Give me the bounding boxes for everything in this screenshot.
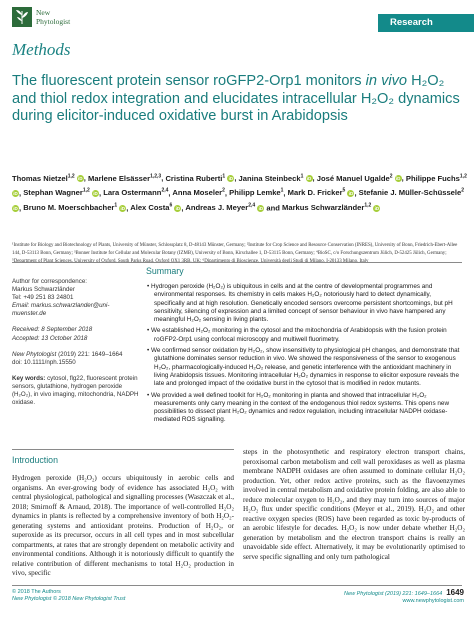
author-name: Stephan Wagner bbox=[23, 188, 83, 198]
author bbox=[23, 203, 126, 212]
author-affiliation-marker: 1,2,3 bbox=[150, 173, 162, 179]
affiliations: ¹Institute for Biology and Biotechnology of Plants, University of Münster, Schlossplatz 8, D-48143 Münster, Germany; ²Institute for Crop Science and Resource Conservation (INRES), University of Bonn, Friedrich-Ebert-Allee 144, D-53113 Bonn, Germany; ³Bonner Institute for Cellular and Molecular Botany (IZMB), University of Bonn, Kirschallee 1, D-53115 Bonn, Germany; ⁴BioSC, c/o Forschungszentrum Jülich, D-52425 Jülich, Germany; ⁵Department of Plant Sciences, University of Oxford, South Parks Road, Oxford OX1 3RB, UK; ⁶Dipartimento di Bioscienze, Università degli Studi di Milano, I-20133 Milano, Italy bbox=[12, 243, 458, 264]
footer-journal-line bbox=[290, 589, 464, 598]
citation-details: (2019) 221: 1649–1664 bbox=[56, 350, 123, 358]
introduction-right-column: steps in the photosynthetic and respiratory electron transport chains, peroxisomal carbon metabolism and cell wall peroxidases as well as plasma membrane NADPH oxidases are often assumed to dominate cellular H₂O₂ production. Yet, other redox active proteins, such as the flavoenzymes involved in central metabolism and oxidative protein folding, are also able to reduce molecular oxygen to H₂O₂, and they may turn into sources of major H₂O₂ flux under specific conditions (Meyer et al., 2019). H₂O₂ and other reactive oxygen species (ROS) have been regarded as toxic by-products of an aerobic lifestyle for decades. H₂O₂ is now under debate whether H₂O₂ generation by metabolism and the electron transport chains is really an unavoidable side effect. Alternatively, it may be evolutionarily optimised to serve specific signalling and only turn pathological bbox=[243, 448, 465, 562]
author-name: Markus Schwarzländer bbox=[282, 203, 365, 213]
accepted-date: Accepted: 13 October 2018 bbox=[12, 334, 88, 342]
author-name: Andreas J. Meyer bbox=[185, 203, 249, 213]
footer-url[interactable]: www.newphytologist.com bbox=[402, 598, 464, 605]
author bbox=[23, 188, 99, 197]
author-affiliation-marker: 5 bbox=[342, 187, 346, 194]
footer-right bbox=[290, 589, 464, 605]
correspondence-label: Author for correspondence: bbox=[12, 278, 87, 285]
summary-point: • Hydrogen peroxide (H₂O₂) is ubiquitous in cells and at the centre of developmental programmes and environmental responses. Its chemistry in cells makes H₂O₂ notoriously hard to detect dynamically, specifically and at high resolution. Genetically encoded sensors overcome persistent shortcomings, but pH sensitivity, silencing of expression and a limited concept of sensor behaviour in vivo have hampered any meaningful H₂O₂ sensing in living plants. bbox=[147, 283, 453, 324]
author-affiliation-marker: 1 bbox=[114, 202, 118, 209]
author bbox=[317, 174, 402, 183]
author-list: Thomas Nietzel$^{1,2}$ iD, Marlene Elsässer$^{1,2,3}$, Cristina Ruberti$^1$ iD, Janina Steinbeck$^1$ iD, José Manuel Ugalde$^2$ iD, Philippe Fuchs$^{1,2}$ iD, Stephan Wagner$^{1,2}$ iD, Lara Ostermann$^{2,4}$, Anna Moseler$^2$, Philipp Lemke$^1$, Mark D. Fricker$^5$ iD, Stefanie J. Müller-Schüssele$^2$ iD, Bruno M. Moerschbacher$^1$ iD, Alex Costa$^6$ iD, Andreas J. Meyer$^{2,4}$ iD and Markus Schwarzländer$^{1,2}$ iD bbox=[12, 173, 467, 213]
orcid-icon[interactable]: iD bbox=[228, 176, 234, 182]
title-emphasis: in vivo bbox=[365, 73, 408, 89]
author bbox=[239, 174, 313, 183]
author bbox=[185, 203, 264, 212]
summary-heading: Summary bbox=[146, 266, 184, 276]
orcid-icon[interactable]: iD bbox=[13, 205, 18, 211]
page-number: 1649 bbox=[446, 588, 464, 597]
article-info-sidebar bbox=[12, 278, 140, 415]
keywords-block bbox=[12, 375, 140, 407]
orcid-icon[interactable]: iD bbox=[13, 190, 18, 196]
summary-point: • We confirmed sensor oxidation by H₂O₂, show insensitivity to physiological pH changes, and demonstrate that glutathione dominates sensor reduction in vivo. We showed the responsiveness of the sensor to exogenous H₂O₂, pharmacologically-induced H₂O₂ release, and genetic interference with the antioxidant machinery in living Arabidopsis tissues. Monitoring intracellular H₂O₂ dynamics in response to elicitor exposure reveals the late and prolonged impact of the oxidative burst in the cytosol that is modified in redox mutants. bbox=[147, 347, 460, 388]
received-date: Received: 8 September 2018 bbox=[12, 326, 93, 334]
keywords-label: Key words: bbox=[12, 374, 46, 382]
author-name: Thomas Nietzel bbox=[12, 173, 68, 183]
author-name: Philipp Lemke bbox=[229, 188, 281, 198]
summary-body bbox=[146, 283, 462, 428]
author bbox=[288, 188, 355, 197]
author-name: Alex Costa bbox=[130, 203, 170, 213]
author-name: Lara Ostermann bbox=[103, 188, 162, 198]
author-affiliation-marker: 1 bbox=[280, 187, 284, 194]
divider bbox=[12, 449, 234, 450]
author-affiliation-marker: 2 bbox=[461, 187, 465, 194]
keywords-text: cytosol, flg22, fluorescent protein sensors, glutathione, hydrogen peroxide (H₂O₂), in vivo imaging, mitochondria, NADPH oxidase. bbox=[12, 374, 139, 407]
orcid-icon[interactable]: iD bbox=[78, 176, 83, 182]
orcid-icon[interactable]: iD bbox=[374, 205, 380, 211]
orcid-icon[interactable]: iD bbox=[348, 190, 354, 196]
author bbox=[282, 203, 380, 212]
correspondence-name: Markus Schwarzländer bbox=[12, 286, 75, 294]
author-affiliation-marker: 1 bbox=[222, 173, 226, 179]
orcid-icon[interactable]: iD bbox=[93, 190, 98, 196]
author-affiliation-marker: 2,4 bbox=[161, 187, 169, 194]
article-type: Methods bbox=[12, 40, 71, 59]
footer-left bbox=[12, 589, 125, 603]
orcid-icon[interactable]: iD bbox=[258, 205, 264, 211]
citation-block bbox=[12, 351, 140, 367]
author bbox=[229, 188, 283, 197]
correspondence-email[interactable]: Email: markus.schwarzlander@uni-muenster.de bbox=[12, 302, 110, 318]
author-affiliation-marker: 1,2 bbox=[459, 173, 467, 179]
author-affiliation-marker: 2 bbox=[389, 173, 393, 179]
citation-line bbox=[12, 351, 140, 359]
correspondence-block bbox=[12, 278, 140, 318]
journal-name: New Phytologist bbox=[36, 8, 71, 26]
author-name: José Manuel Ugalde bbox=[316, 173, 390, 183]
author-affiliation-marker: 1,2 bbox=[364, 202, 372, 209]
journal-header bbox=[0, 0, 474, 34]
dates-block bbox=[12, 326, 140, 342]
introduction-left-column: Hydrogen peroxide (H₂O₂) occurs ubiquitously in aerobic cells and organisms. An ever-growing body of evidence has associated H₂O₂ with central physiological, pathological and signalling processes (Waszczak et al., 2018; Smirnoff & Arnaud, 2018). The importance of well-controlled H₂O₂ dynamics in plants is reflected by a comprehensive inventory of both H₂O₂-generating systems and antioxidant proteins. Production of H₂O₂, or superoxide as its precursor, occurs in all cell types and in most subcellular compartments, at rates that are strongly dependent on metabolic activity and environmental conditions. Although it is notoriously difficult to quantify the relative contribution of different mechanisms to total H₂O₂ production in vivo, specific bbox=[12, 474, 234, 578]
footer-publisher: New Phytologist © 2018 New Phytologist Trust bbox=[12, 596, 126, 603]
author bbox=[172, 188, 225, 197]
author bbox=[88, 174, 161, 183]
introduction-heading: Introduction bbox=[12, 455, 58, 465]
citation-journal: New Phytologist bbox=[12, 350, 57, 358]
author-name: Marlene Elsässer bbox=[88, 173, 151, 183]
author-name: Mark D. Fricker bbox=[287, 188, 343, 198]
paper-title-text: The fluorescent protein sensor roGFP2-Orp1 monitors in vivo H₂O₂ and thiol redox integration and elucidates intracellular H₂O₂ dynamics during elicitor-induced oxidative burst in Arabidopsis bbox=[12, 73, 460, 124]
author bbox=[130, 203, 181, 212]
divider bbox=[12, 262, 462, 263]
citation-doi[interactable]: doi: 10.1111/nph.15550 bbox=[12, 358, 76, 366]
orcid-icon[interactable]: iD bbox=[306, 176, 312, 182]
journal-logo-icon bbox=[12, 7, 32, 27]
correspondence-tel: Tel: +49 251 83 24801 bbox=[12, 294, 74, 302]
orcid-icon[interactable]: iD bbox=[120, 205, 126, 211]
author bbox=[103, 188, 168, 197]
author-name: Janina Steinbeck bbox=[238, 173, 301, 183]
author-name: Philippe Fuchs bbox=[405, 173, 460, 183]
author bbox=[165, 174, 234, 183]
orcid-icon[interactable]: iD bbox=[395, 176, 401, 182]
author-affiliation-marker: 2 bbox=[222, 187, 225, 194]
author-affiliation-marker: 1 bbox=[300, 173, 304, 179]
author-name: Stefanie J. Müller-Schüssele bbox=[358, 188, 462, 198]
author-name: Cristina Ruberti bbox=[165, 173, 223, 183]
author-affiliation-marker: 1,2 bbox=[82, 187, 90, 194]
section-tab: Research bbox=[378, 14, 474, 32]
footer-journal-ref: New Phytologist (2019) 221: 1649–1664 bbox=[344, 591, 443, 597]
author-affiliation-marker: 6 bbox=[169, 202, 173, 209]
paper-title bbox=[12, 73, 467, 126]
footer-copyright: © 2018 The Authors bbox=[12, 589, 61, 595]
author-name: Bruno M. Moerschbacher bbox=[23, 203, 115, 213]
summary-point: • We established H₂O₂ monitoring in the cytosol and the mitochondria of Arabidopsis with the fusion protein roGFP2-Orp1 using confocal microscopy and multiwell fluorimetry. bbox=[147, 327, 447, 343]
author-affiliation-marker: 2,4 bbox=[248, 202, 256, 209]
author-name: Anna Moseler bbox=[172, 188, 223, 198]
author-affiliation-marker: 1,2 bbox=[67, 173, 75, 179]
divider bbox=[12, 585, 462, 586]
summary-point: • We provided a well defined toolkit for H₂O₂ monitoring in planta and showed that intracellular H₂O₂ measurements only carry meaning in the context of the endogenous thiol redox systems. This opens new possibilities to dissect plant H₂O₂ dynamics and redox regulation, including intracellular NADPH oxidase-mediated ROS signalling. bbox=[147, 391, 450, 424]
orcid-icon[interactable]: iD bbox=[175, 205, 181, 211]
author bbox=[12, 174, 84, 183]
